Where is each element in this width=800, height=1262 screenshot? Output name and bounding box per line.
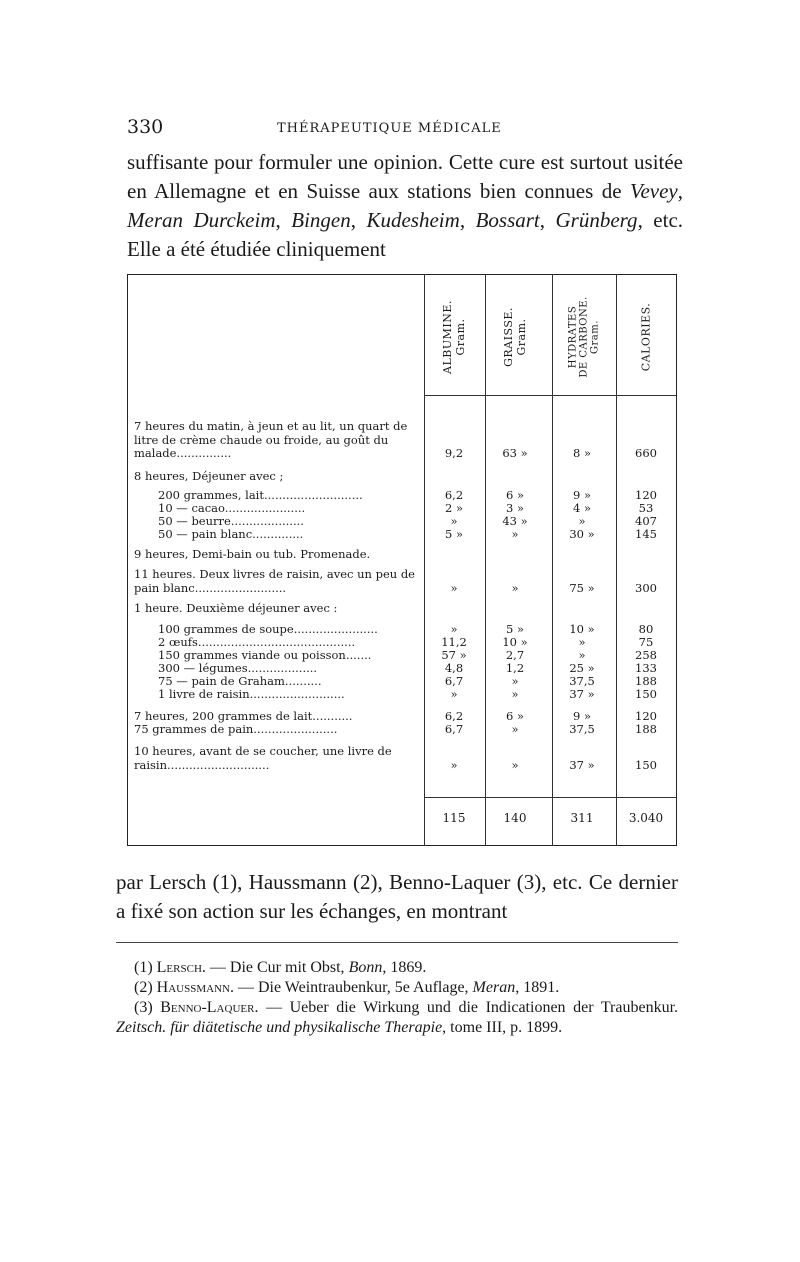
column-header-hydrates: HYDRATES DE CARBONE. Gram. [567, 296, 601, 378]
total-rule [424, 797, 676, 798]
footnote-1: (1) Lersch. — Die Cur mit Obst, Bonn, 1869. [134, 959, 427, 976]
footnote-2: (2) Haussmann. — Die Weintraubenkur, 5e Auflage, Meran, 1891. [134, 979, 560, 996]
intro-sep-4: , [459, 208, 476, 232]
page-number: 330 [127, 116, 164, 138]
place-bingen: Bingen [291, 208, 351, 232]
intro-sep-3: , [350, 208, 367, 232]
column-header-graisse: GRAISSE. Gram. [502, 307, 528, 367]
footnote-3: (3) Benno-Laquer. — Ueber die Wirkung und die Indicationen der Traubenkur. Zeitsch. für diätetische und physikalische Therapie, tome III, p. 1899. [116, 999, 679, 1036]
header-rule [424, 395, 676, 396]
total-calories: 3.040 [628, 811, 664, 825]
running-title: THÉRAPEUTIQUE MÉDICALE [277, 121, 502, 136]
page-header [127, 116, 679, 144]
column-header-albumine: ALBUMINE. Gram. [441, 300, 467, 374]
column-header-calories: CALORIES. [639, 302, 653, 372]
place-grunberg: Grünberg [555, 208, 638, 232]
intro-paragraph [127, 148, 683, 264]
diet-table: ALBUMINE. Gram. GRAISSE. Gram. HYDRATES DE CARBONE. Gram. CALORIES. 7 heures du matin, à jeun et au lit, un quart de litre de crème chaude ou froide, au goût du malade............... 9,2 63 » 8 » 660 8 heures, Déjeuner avec ; 200 grammes, lait........................... 6,2 6 » 9 » 120 10 — cacao...................... 2 » 3 » 4 » 53 50 — beurre.................... » 43 » » 407 50 — pain blanc.............. 5 » » 30 » 145 9 heures, Demi-bain ou tub. Promenade. 11 heures. Deux livres de raisin, avec un peu de pain blanc......................... » » 75 » 300 1 heure. Deuxième déjeuner avec : 100 grammes de soupe....................... » 5 » 10 » 80 2 œufs........................................... 11,2 10 » » 75 150 grammes viande ou poisson....... 57 » 2,7 » 258 300 — légumes................... 4,8 1,2 25 » 133 75 — pain de Graham.......... 6,7 » 37,5 188 1 livre de raisin.......................... » » 37 » 150 7 heures, 200 grammes de lait........... 6,2 6 » 9 » 120 75 grammes de pain....................... 6,7 » 37,5 188 10 heures, avant de se coucher, une livre de raisin............................ » » 37 » 150 115 140 311 3.040 [127, 274, 677, 846]
footnote-rule [116, 942, 678, 943]
place-kudesheim: Kudesheim [366, 208, 460, 232]
intro-text-1: suffisante pour formuler une opinion. Cette cure est surtout usitée en Allemagne et en Suisse aux stations bien connues de [127, 150, 683, 203]
total-albumine: 115 [442, 811, 466, 825]
intro-sep-2: , [275, 208, 292, 232]
total-hydrates: 311 [570, 811, 594, 825]
total-graisse: 140 [503, 811, 527, 825]
place-bossart: Bossart [475, 208, 540, 232]
intro-text-2: , etc. Elle a été étudiée cliniquement [127, 208, 684, 261]
intro-sep-5: , [539, 208, 556, 232]
place-meran: Meran Durckeim [127, 208, 276, 232]
intro-sep-1: , [677, 179, 683, 203]
place-vevey: Vevey [629, 179, 678, 203]
footnotes [116, 958, 678, 1038]
outro-paragraph: par Lersch (1), Haussmann (2), Benno-Laquer (3), etc. Ce dernier a fixé son action sur les échanges, en montrant [116, 870, 678, 923]
